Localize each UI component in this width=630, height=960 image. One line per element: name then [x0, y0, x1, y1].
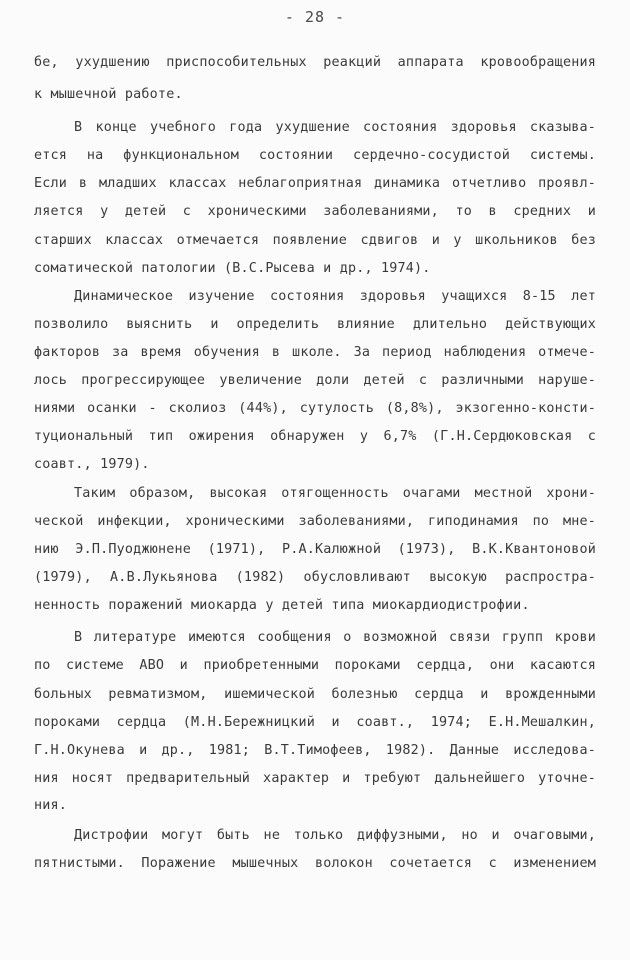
- text-line: ния носят предварительный характер и требуют дальнейшего уточне-: [34, 771, 596, 786]
- text-line: соматической патологии (В.С.Рысева и др., 1974).: [34, 261, 431, 276]
- text-line: позволило выяснить и определить влияние длительно действующих: [34, 317, 596, 332]
- text-line: ния.: [34, 798, 68, 813]
- text-line: старших классах отмечается появление сдвигов и у школьников без: [34, 233, 596, 248]
- text-line: к мышечной работе.: [34, 87, 183, 102]
- text-line: больных ревматизмом, ишемической болезнью сердца и врожденными: [34, 687, 596, 702]
- text-line: ляется у детей с хроническими заболеваниями, то в средних и: [34, 204, 596, 219]
- text-line: Г.Н.Окунева и др., 1981; В.Т.Тимофеев, 1982). Данные исследова-: [34, 743, 596, 758]
- text-line: В литературе имеются сообщения о возможной связи групп крови: [74, 630, 596, 645]
- text-line: Таким образом, высокая отягощенность очагами местной хрони-: [74, 486, 596, 501]
- text-line: по системе АВО и приобретенными пороками сердца, они касаются: [34, 658, 596, 673]
- text-line: нию Э.П.Пуоджюнене (1971), Р.А.Калюжной (1973), В.К.Квантоновой: [34, 542, 596, 557]
- text-line: Если в младших классах неблагоприятная динамика отчетливо проявл-: [34, 176, 596, 191]
- text-line: Динамическое изучение состояния здоровья учащихся 8-15 лет: [74, 289, 596, 304]
- text-line: туциональный тип ожирения обнаружен у 6,7% (Г.Н.Сердюковская с: [34, 429, 596, 444]
- text-line: ческой инфекции, хроническими заболеваниями, гиподинамия по мне-: [34, 514, 596, 529]
- text-line: ется на функциональном состоянии сердечно-сосудистой системы.: [34, 148, 596, 163]
- text-line: пороками сердца (М.Н.Бережницкий и соавт., 1974; Е.Н.Мешалкин,: [34, 715, 596, 730]
- page-number: - 28 -: [284, 8, 346, 26]
- text-line: соавт., 1979).: [34, 457, 150, 472]
- text-line: пятнистыми. Поражение мышечных волокон сочетается с изменением: [34, 856, 596, 871]
- text-line: ниями осанки - сколиоз (44%), сутулость (8,8%), экзогенно-консти-: [34, 401, 596, 416]
- text-line: лось прогрессирующее увеличение доли детей с различными наруше-: [34, 373, 596, 388]
- text-line: факторов за время обучения в школе. За период наблюдения отмече-: [34, 345, 596, 360]
- text-line: бе, ухудшению приспособительных реакций аппарата кровообращения: [34, 55, 596, 70]
- text-line: Дистрофии могут быть не только диффузными, но и очаговыми,: [74, 828, 596, 843]
- text-line: (1979), А.В.Лукьянова (1982) обусловливают высокую распростра-: [34, 570, 596, 585]
- text-line: ненность поражений миокарда у детей типа миокардиодистрофии.: [34, 598, 530, 613]
- text-line: В конце учебного года ухудшение состояния здоровья сказыва-: [74, 120, 596, 135]
